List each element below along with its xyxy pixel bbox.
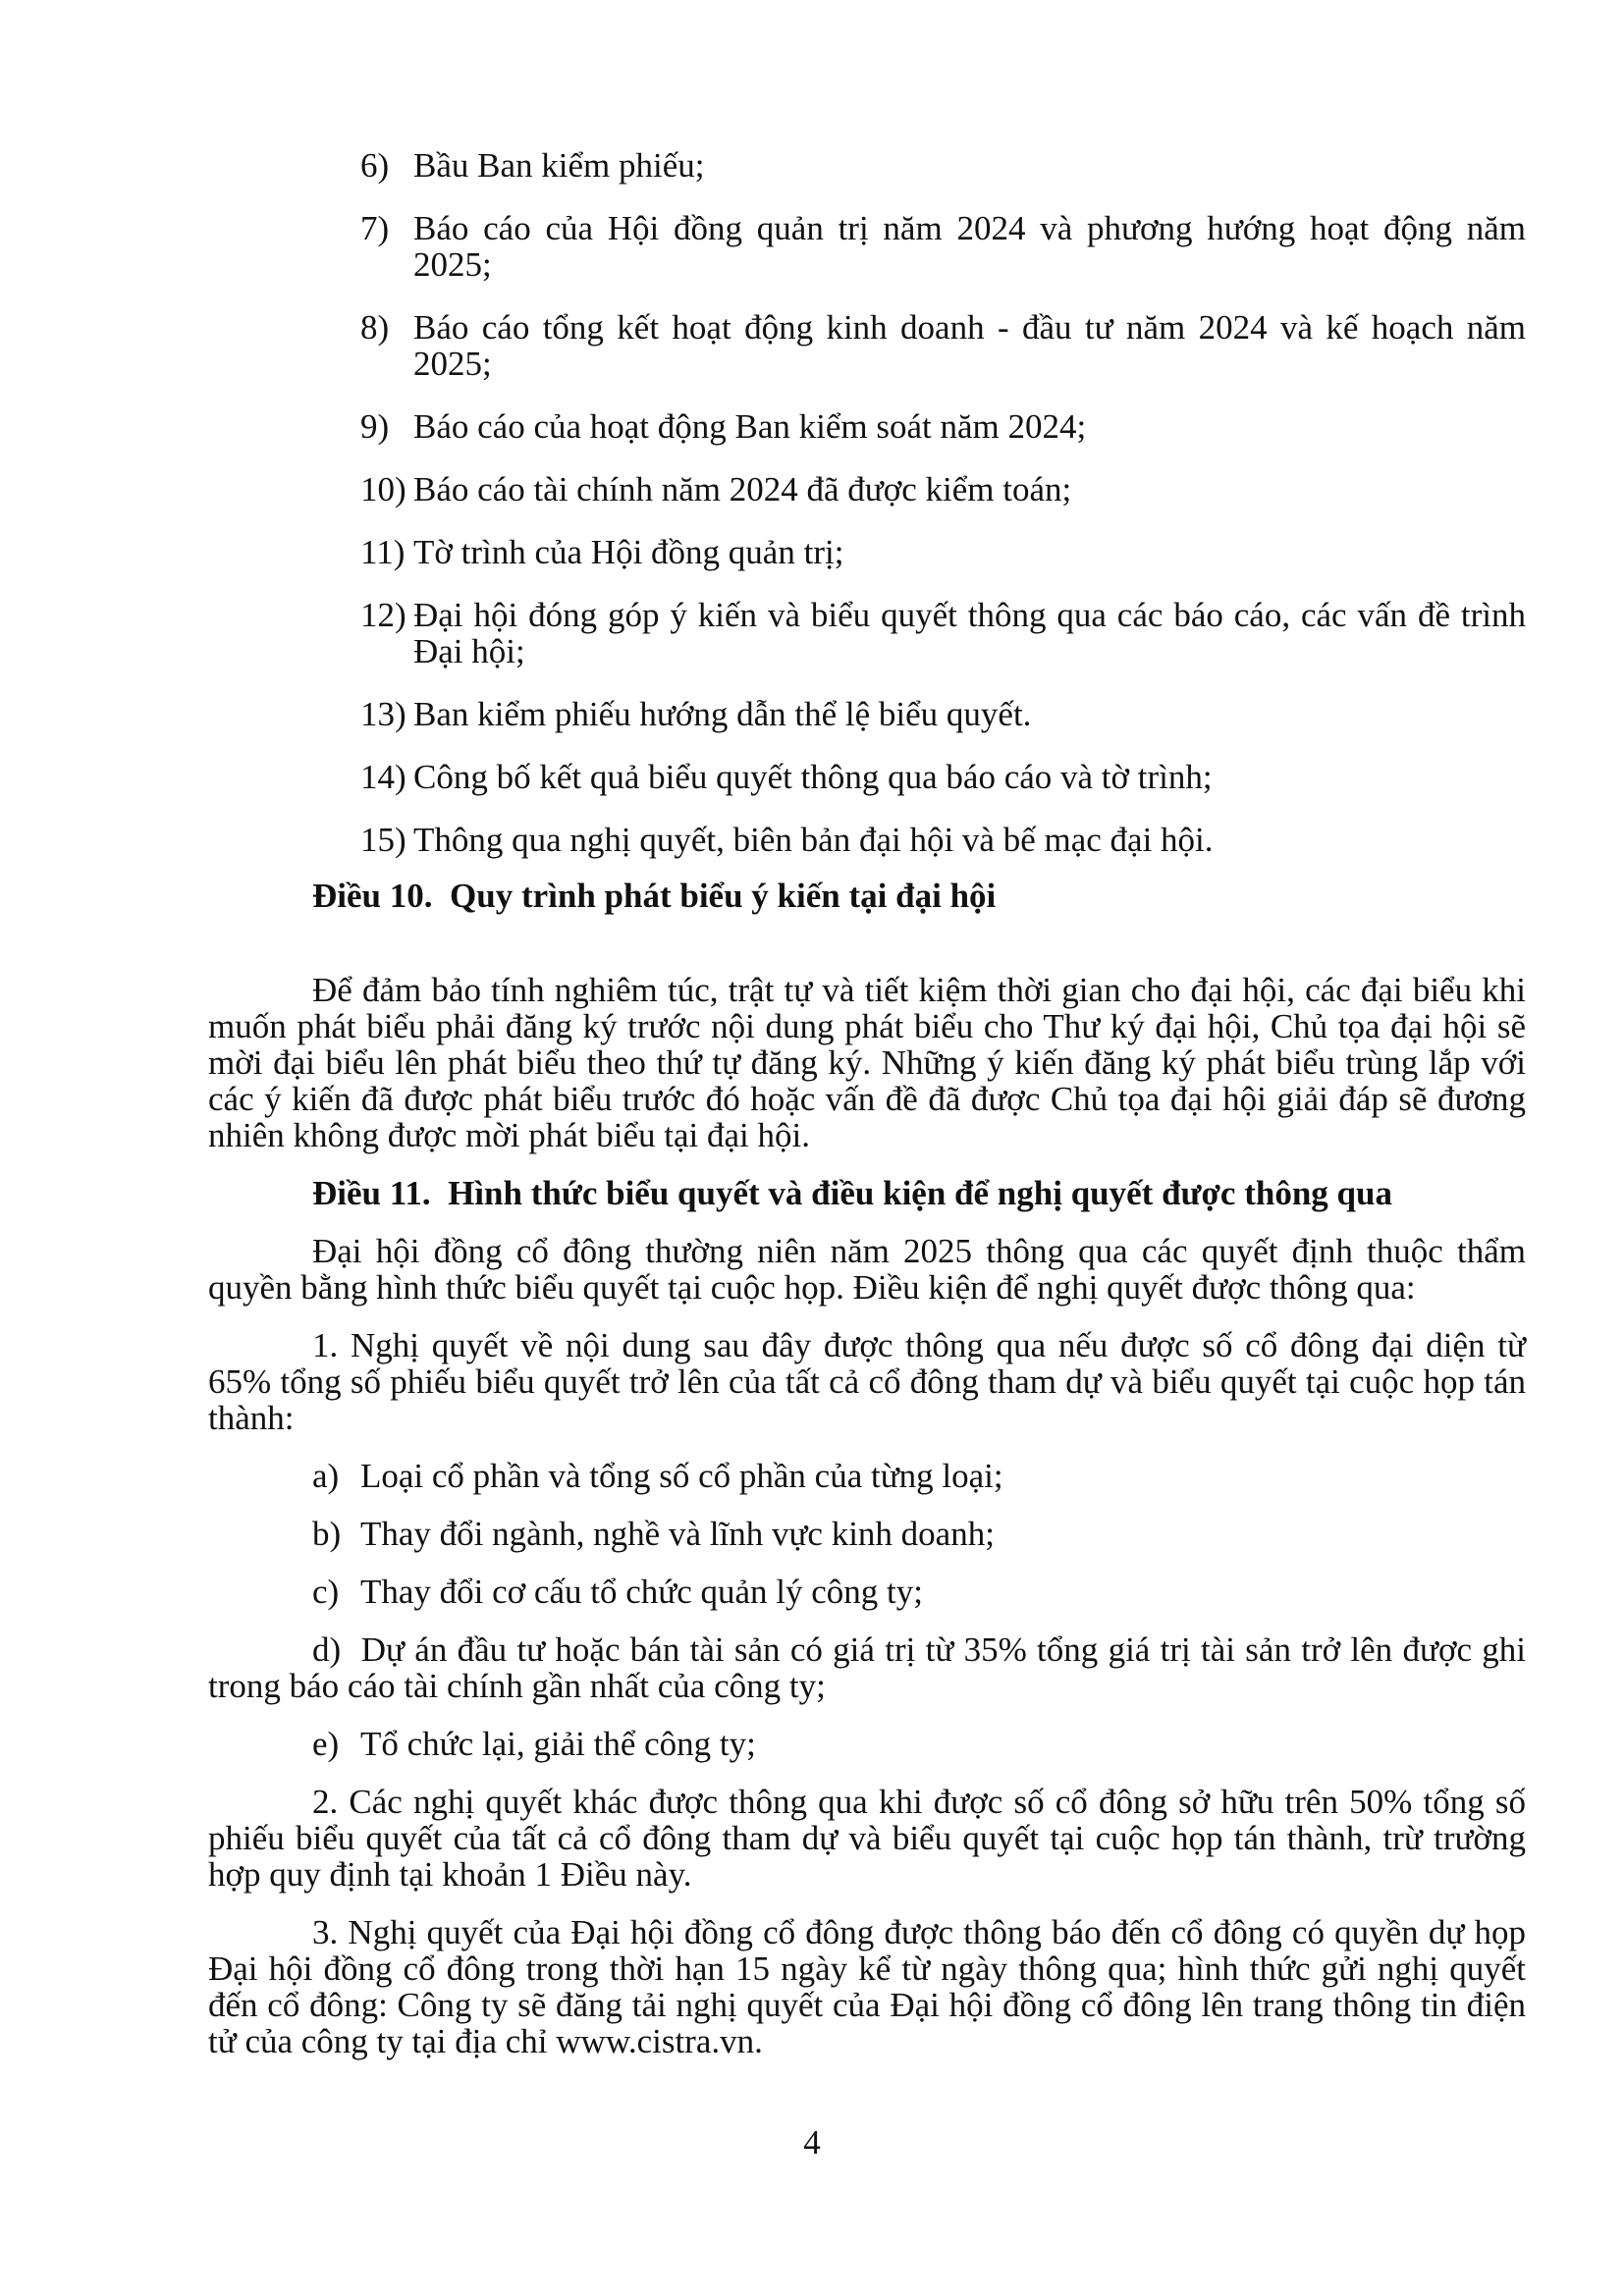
agenda-item-13 [360,696,1526,732]
article-10-heading: Điều 10. Quy trình phát biểu ý kiến tại đại hội [312,877,997,915]
sub-item-label: b) [312,1515,342,1553]
agenda-item-number: 8) [360,308,390,347]
agenda-item-number: 9) [360,407,390,446]
article-11-intro: Đại hội đồng cổ đông thường niên năm 2025 thông qua các quyết định thuộc thẩm quyền bằng hình thức biểu quyết tại cuộc họp. Điều kiện để nghị quyết được thông qua: [208,1232,1526,1307]
agenda-item-11 [360,534,1526,570]
agenda-item-text: Thông qua nghị quyết, biên bản đại hội và bế mạc đại hội. [413,821,1214,859]
article-10-body [208,935,1526,1153]
agenda-item-number: 10) [360,470,406,508]
agenda-item-14 [360,759,1526,795]
agenda-item-text: Ban kiểm phiếu hướng dẫn thể lệ biểu quyết. [413,695,1032,733]
agenda-item-number: 11) [360,533,406,571]
sub-item-label: a) [312,1457,340,1495]
article-11-clause-2: 2. Các nghị quyết khác được thông qua khi được số cổ đông sở hữu trên 50% tổng số phiếu biểu quyết của tất cả cổ đông tham dự và biểu quyết tại cuộc họp tán thành, trừ trường hợp quy định tại khoản 1 Điều này. [208,1783,1526,1894]
sub-item-a [208,1458,1526,1494]
agenda-item-text: Báo cáo tổng kết hoạt động kinh doanh - đầu tư năm 2024 và kế hoạch năm 2025; [413,308,1526,383]
article-11-heading: Điều 11. Hình thức biểu quyết và điều kiện để nghị quyết được thông qua [312,1174,1392,1212]
sub-item-b [208,1516,1526,1552]
agenda-item-text: Đại hội đóng góp ý kiến và biểu quyết thông qua các báo cáo, các vấn đề trình Đại hội; [413,596,1526,670]
agenda-item-number: 14) [360,758,406,796]
sub-item-text: Dự án đầu tư hoặc bán tài sản có giá trị từ 35% tổng giá trị tài sản trở lên được ghi trong báo cáo tài chính gần nhất của công ty; [208,1630,1527,1705]
page-number: 4 [803,2123,821,2162]
sub-item-label: e) [312,1725,340,1763]
agenda-item-number: 7) [360,209,390,247]
agenda-item-6 [360,147,1526,184]
agenda-item-text: Bầu Ban kiểm phiếu; [413,146,705,185]
agenda-item-10 [360,471,1526,507]
agenda-item-text: Tờ trình của Hội đồng quản trị; [413,533,844,571]
sub-item-c [208,1574,1526,1610]
sub-item-e [208,1726,1526,1762]
document-page [208,147,1526,2059]
sub-item-text: Thay đổi cơ cấu tổ chức quản lý công ty; [360,1573,924,1611]
agenda-item-number: 12) [360,596,406,634]
agenda-item-8 [360,309,1526,382]
article-10-body-text: Để đảm bảo tính nghiêm túc, trật tự và tiết kiệm thời gian cho đại hội, các đại biểu khi muốn phát biểu phải đăng ký trước nội dung phát biểu cho Thư ký đại hội, Chủ tọa đại hội sẽ mời đại biểu lên phát biểu theo thứ tự đăng ký. Những ý kiến đăng ký phát biểu trùng lắp với các ý kiến đã được phát biểu trước đó hoặc vấn đề đã được Chủ tọa đại hội giải đáp sẽ đương nhiên không được mời phát biểu tại đại hội. [208,971,1526,1154]
agenda-list [360,147,1526,858]
sub-item-text: Thay đổi ngành, nghề và lĩnh vực kinh doanh; [360,1515,995,1553]
agenda-item-7 [360,210,1526,283]
sub-item-label: d) [312,1630,342,1669]
agenda-item-number: 6) [360,146,390,185]
article-11-clause-1: 1. Nghị quyết về nội dung sau đây được thông qua nếu được số cổ đông đại diện từ 65% tổng số phiếu biểu quyết trở lên của tất cả cổ đông tham dự và biểu quyết tại cuộc họp tán thành: [208,1326,1526,1437]
agenda-item-number: 13) [360,695,406,733]
agenda-item-15 [360,822,1526,858]
agenda-item-number: 15) [360,821,406,859]
sub-item-label: c) [312,1573,340,1611]
clause-1-sub-list [208,1458,1526,1762]
agenda-item-text: Công bố kết quả biểu quyết thông qua báo cáo và tờ trình; [413,758,1213,796]
agenda-item-text: Báo cáo của hoạt động Ban kiểm soát năm 2024; [413,407,1087,446]
agenda-item-12 [360,597,1526,669]
article-11-clause-3: 3. Nghị quyết của Đại hội đồng cổ đông được thông báo đến cổ đông có quyền dự họp Đại hội đồng cổ đông trong thời hạn 15 ngày kể từ ngày thông qua; hình thức gửi nghị quyết đến cổ đông: Công ty sẽ đăng tải nghị quyết của Đại hội đồng cổ đông lên trang thông tin điện tử của công ty tại địa chỉ www.cistra.vn. [208,1913,1526,2060]
agenda-item-9 [360,408,1526,445]
agenda-item-text: Báo cáo của Hội đồng quản trị năm 2024 và phương hướng hoạt động năm 2025; [413,209,1526,284]
sub-item-d [208,1631,1526,1704]
sub-item-text: Loại cổ phần và tổng số cổ phần của từng loại; [360,1457,1003,1495]
agenda-item-text: Báo cáo tài chính năm 2024 đã được kiểm toán; [413,470,1072,508]
sub-item-text: Tổ chức lại, giải thể công ty; [360,1725,756,1763]
